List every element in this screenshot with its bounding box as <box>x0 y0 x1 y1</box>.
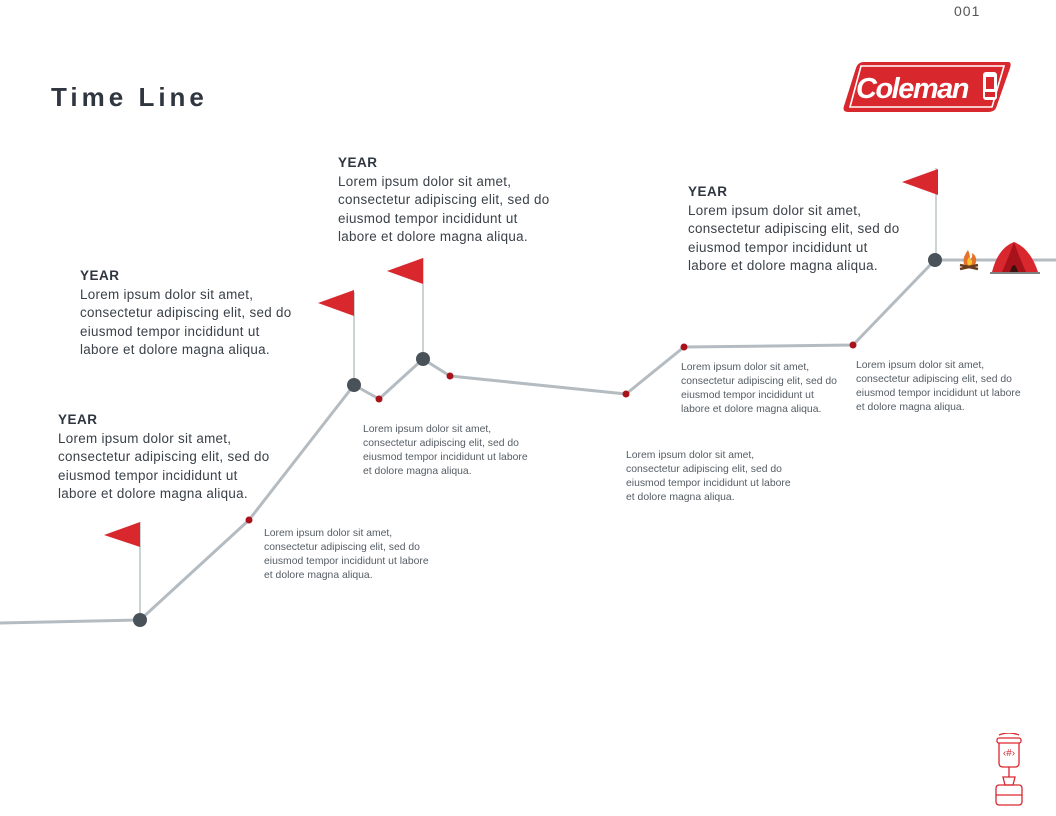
milestone-node <box>347 378 361 392</box>
milestone-block <box>80 267 302 360</box>
milestone-node <box>133 613 147 627</box>
flag-icon <box>104 522 140 547</box>
logo-text: Coleman <box>856 73 968 105</box>
milestone-block <box>58 411 278 504</box>
event-note: Lorem ipsum dolor sit amet, consectetur adipiscing elit, sed do eiusmod tempor incididunt ut labore et dolore magna aliqua. <box>681 362 837 415</box>
tent-icon <box>990 242 1040 273</box>
milestone-text: Lorem ipsum dolor sit amet, consectetur adipiscing elit, sed do eiusmod tempor incididunt ut labore et dolore magna aliqua. <box>688 202 900 273</box>
milestone-year: YEAR <box>80 268 120 283</box>
milestone-node <box>928 253 942 267</box>
lantern-icon <box>990 733 1028 807</box>
event-dot <box>376 396 383 403</box>
milestone-year: YEAR <box>688 184 728 199</box>
event-note: Lorem ipsum dolor sit amet, consectetur adipiscing elit, sed do eiusmod tempor incididunt ut labore et dolore magna aliqua. <box>264 528 429 581</box>
milestone-text: Lorem ipsum dolor sit amet, consectetur adipiscing elit, sed do eiusmod tempor incididunt ut labore et dolore magna aliqua. <box>58 430 270 501</box>
milestone-text: Lorem ipsum dolor sit amet, consectetur adipiscing elit, sed do eiusmod tempor incididunt ut labore et dolore magna aliqua. <box>338 173 550 244</box>
page-title: Time Line <box>51 82 208 112</box>
milestone-block <box>338 154 560 247</box>
flag-icon <box>318 290 354 316</box>
event-dot <box>850 342 857 349</box>
event-dot <box>681 344 688 351</box>
event-note: Lorem ipsum dolor sit amet, consectetur adipiscing elit, sed do eiusmod tempor incididunt ut labore et dolore magna aliqua. <box>363 424 528 477</box>
flag-icon <box>387 258 423 284</box>
milestone-text: Lorem ipsum dolor sit amet, consectetur adipiscing elit, sed do eiusmod tempor incididunt ut labore et dolore magna aliqua. <box>80 286 292 357</box>
milestone-block <box>688 183 910 276</box>
event-dot <box>246 517 253 524</box>
event-dot <box>447 373 454 380</box>
event-note: Lorem ipsum dolor sit amet, consectetur adipiscing elit, sed do eiusmod tempor incididunt ut labore et dolore magna aliqua. <box>856 360 1021 413</box>
milestone-node <box>416 352 430 366</box>
event-dot <box>623 391 630 398</box>
milestone-year: YEAR <box>338 155 378 170</box>
milestone-year: YEAR <box>58 412 98 427</box>
page-number-placeholder: ‹#› <box>1002 748 1016 759</box>
event-note: Lorem ipsum dolor sit amet, consectetur adipiscing elit, sed do eiusmod tempor incididunt ut labore et dolore magna aliqua. <box>626 450 791 503</box>
page-number: 001 <box>954 3 981 19</box>
